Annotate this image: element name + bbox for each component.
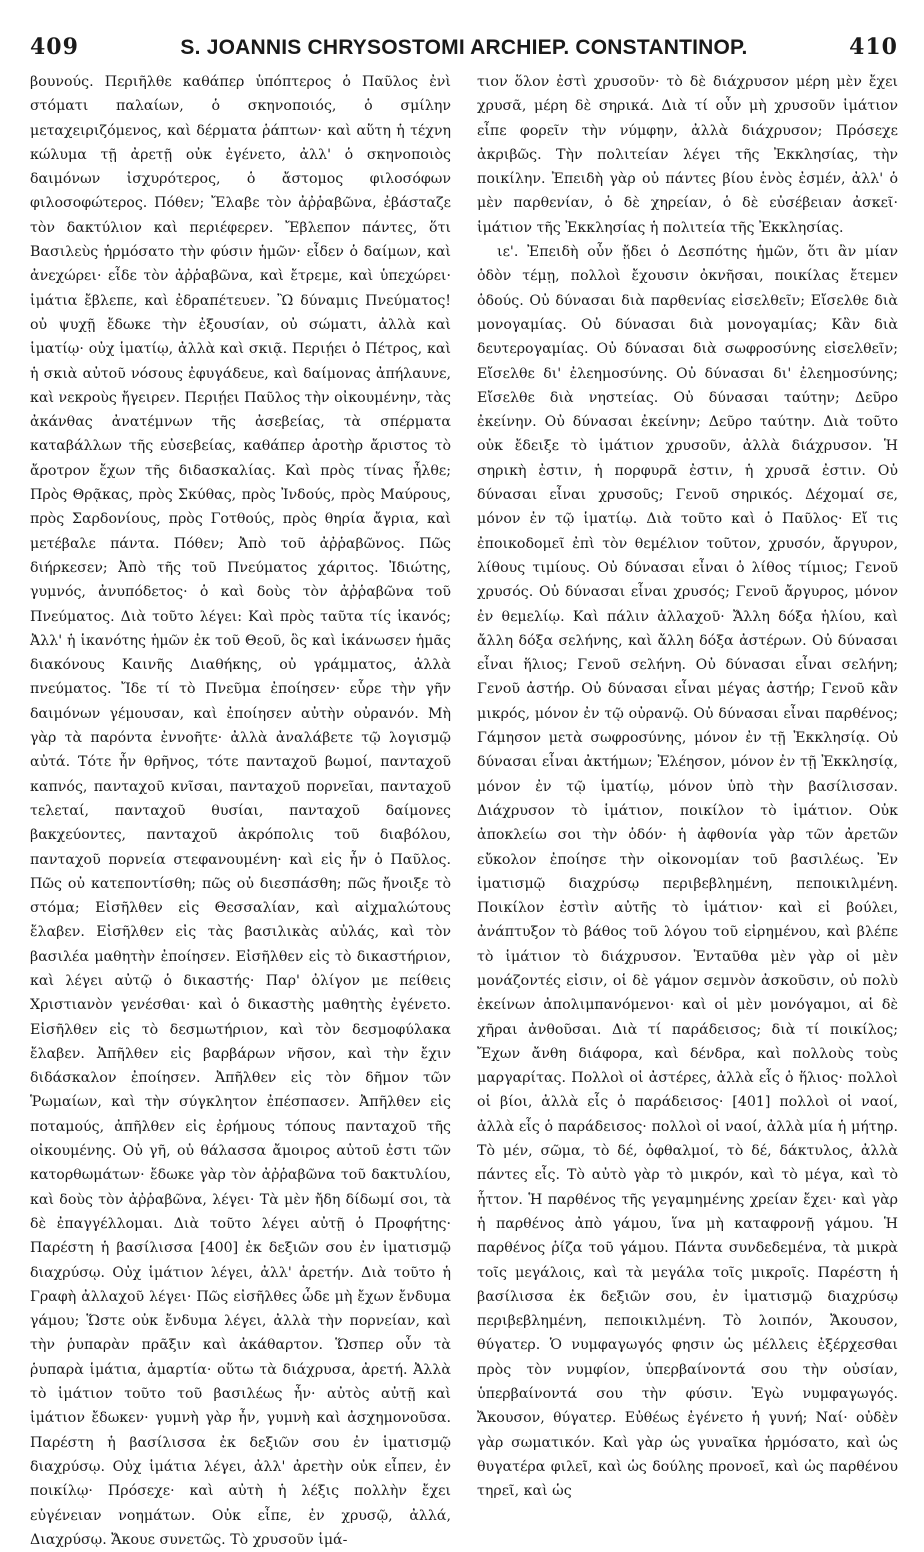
right-column — [477, 70, 898, 1520]
paragraph: βουνούς. Περιῆλθε καθάπερ ὑπόπτερος ὁ Παῦλος ἐνὶ στόματι παλαίων, ὁ σκηνοποιός, ὁ σμίλην μεταχειριζόμενος, καὶ δέρματα ῥάπτων· καὶ αὕτη ἡ τέχνη κώλυμα τῇ ἀρετῇ οὐκ ἐγένετο, ἀλλ' ὁ σκηνοποιὸς δαιμόνων ἰσχυρότερος, ὁ ἄστομος φιλοσόφων φιλοσοφώτερος. Πόθεν; Ἔλαβε τὸν ἀῤῥαβῶνα, ἐβάσταζε τὸν δακτύλιον καὶ περιέφερεν. Ἔβλεπον πάντες, ὅτι Βασιλεὺς ἡρμόσατο τὴν φύσιν ἡμῶν· εἶδεν ὁ δαίμων, καὶ ἀνεχώρει· εἶδε τὸν ἀῤῥαβῶνα, καὶ ἔτρεμε, καὶ ὑπεχώρει· ἱμάτια ἔβλεπε, καὶ ἐδραπέτευεν. Ὢ δύναμις Πνεύματος! οὐ ψυχῇ ἔδωκε τὴν ἐξουσίαν, οὐ σώματι, ἀλλὰ καὶ ἱματίῳ· οὐχ ἱματίῳ, ἀλλὰ καὶ σκιᾷ. Περιῄει ὁ Πέτρος, καὶ ἡ σκιὰ αὐτοῦ νόσους ἐφυγάδευε, καὶ δαίμονας ἀπήλαυνε, καὶ νεκροὺς ἤγειρεν. Περιῄει Παῦλος τὴν οἰκουμένην, τὰς ἀκάνθας ἀνατέμνων τῆς ἀσεβείας, τὰ σπέρματα καταβάλλων τῆς εὐσεβείας, καθάπερ ἀροτὴρ ἄριστος τὸ ἄροτρον ἔχων τῆς διδασκαλίας. Καὶ πρὸς τίνας ἦλθε; Πρὸς Θρᾷκας, πρὸς Σκύθας, πρὸς Ἰνδούς, πρὸς Μαύρους, πρὸς Σαρδονίους, πρὸς Γοτθούς, πρὸς θηρία ἄγρια, καὶ μετέβαλε πάντα. Πόθεν; Ἀπὸ τοῦ ἀῤῥαβῶνος. Πῶς διήρκεσεν; Ἀπὸ τῆς τοῦ Πνεύματος χάριτος. Ἰδιώτης, γυμνός, ἀνυπόδετος· ὁ καὶ δοὺς τὸν ἀῤῥαβῶνα τοῦ Πνεύματος. Διὰ τοῦτο λέγει: Καὶ πρὸς ταῦτα τίς ἱκανός; Ἀλλ' ἡ ἱκανότης ἡμῶν ἐκ τοῦ Θεοῦ, ὃς καὶ ἱκάνωσεν ἡμᾶς διακόνους Καινῆς Διαθήκης, οὐ γράμματος, ἀλλὰ πνεύματος. Ἴδε τί τὸ Πνεῦμα ἐποίησεν· εὗρε τὴν γῆν δαιμόνων γέμουσαν, καὶ ἐποίησεν αὐτὴν οὐρανόν. Μὴ γὰρ τὰ παρόντα ἐννοῆτε· ἀλλὰ ἀναλάβετε τῷ λογισμῷ αὐτά. Τότε ἦν θρῆνος, τότε πανταχοῦ βωμοί, πανταχοῦ καπνός, πανταχοῦ κνῖσαι, πανταχοῦ πορνεῖαι, πανταχοῦ τελεταί, πανταχοῦ θυσίαι, πανταχοῦ δαίμονες βακχεύοντες, πανταχοῦ ἀκρόπολις τοῦ διαβόλου, πανταχοῦ πορνεία στεφανουμένη· καὶ εἰς ἦν ὁ Παῦλος. Πῶς οὐ κατεποντίσθη; πῶς οὐ διεσπάσθη; πῶς ἤνοιξε τὸ στόμα; Εἰσῆλθεν εἰς Θεσσαλίαν, καὶ αἰχμαλώτους ἔλαβεν. Εἰσῆλθεν εἰς τὰς βασιλικὰς αὐλάς, καὶ τὸν βασιλέα μαθητὴν ἐποίησεν. Εἰσῆλθεν εἰς τὸ δικαστήριον, καὶ λέγει αὐτῷ ὁ δικαστής· Παρ' ὀλίγον με πείθεις Χριστιανὸν γενέσθαι· καὶ ὁ δικαστὴς μαθητὴς ἐγένετο. Εἰσῆλθεν εἰς τὸ δεσμωτήριον, καὶ τὸν δεσμοφύλακα ἔλαβεν. Ἀπῆλθεν εἰς βαρβάρων νῆσον, καὶ τὴν ἔχιν διδάσκαλον ἐποίησεν. Ἀπῆλθεν εἰς τὸν δῆμον τῶν Ῥωμαίων, καὶ τὴν σύγκλητον ἐπέσπασεν. Ἀπῆλθεν εἰς ποταμούς, ἀπῆλθεν εἰς ἐρήμους τόπους πανταχοῦ τῆς οἰκουμένης. Οὐ γῆ, οὐ θάλασσα ἄμοιρος αὐτοῦ ἐστι τῶν κατορθωμάτων· ἔδωκε γὰρ τὸν ἀῤῥαβῶνα τοῦ δακτυλίου, καὶ δοὺς τὸν ἀῤῥαβῶνα, λέγει· Τὰ μὲν ἤδη δίδωμί σοι, τὰ δὲ ἐπαγγέλλομαι. Διὰ τοῦτο λέγει αὐτῇ ὁ Προφήτης· Παρέστη ἡ βασίλισσα [400] ἐκ δεξιῶν σου ἐν ἱματισμῷ διαχρύσῳ. Οὐχ ἱμάτιον λέγει, ἀλλ' ἀρετήν. Διὰ τοῦτο ἡ Γραφὴ ἀλλαχοῦ λέγει· Πῶς εἰσῆλθες ὧδε μὴ ἔχων ἔνδυμα γάμου; Ὥστε οὐκ ἔνδυμα λέγει, ἀλλὰ τὴν πορνείαν, καὶ τὴν ῥυπαρὰν πρᾶξιν καὶ ἀκάθαρτον. Ὥσπερ οὖν τὰ ῥυπαρὰ ἱμάτια, ἁμαρτία· οὕτω τὰ διάχρυσα, ἀρετή. Ἀλλὰ τὸ ἱμάτιον τοῦτο τοῦ βασιλέως ἦν· αὐτὸς αὐτῇ καὶ ἱμάτιον ἔδωκεν· γυμνὴ γὰρ ἦν, γυμνὴ καὶ ἀσχημονοῦσα. Παρέστη ἡ βασίλισσα ἐκ δεξιῶν σου ἐν ἱματισμῷ διαχρύσῳ. Οὐχ ἱμάτια λέγει, ἀλλ' ἀρετὴν οὐκ εἶπεν, ἐν ποικίλῳ· Πρόσεχε· καὶ αὐτὴ ἡ λέξις πολλὴν ἔχει εὐγένειαν νοημάτων. Οὐκ εἶπε, ἐν χρυσῷ, ἀλλά, Διαχρύσῳ. Ἄκουε συνετῶς. Τὸ χρυσοῦν ἱμά- — [30, 74, 452, 1548]
page-number-right: 410 — [849, 34, 898, 60]
running-title: S. JOANNIS CHRYSOSTOMI ARCHIEP. CONSTANTINOP. — [180, 36, 748, 59]
text-columns — [30, 70, 898, 1548]
paragraph: τιον ὅλον ἐστὶ χρυσοῦν· τὸ δὲ διάχρυσον μέρη μὲν ἔχει χρυσᾶ, μέρη δὲ σηρικά. Διὰ τί οὖν μὴ χρυσοῦν ἱμάτιον εἶπε φορεῖν τὴν νύμφην, ἀλλὰ διάχρυσον; Πρόσεχε ἀκριβῶς. Τὴν πολιτείαν λέγει τῆς Ἐκκλησίας, τὴν ποικίλην. Ἐπειδὴ γὰρ οὐ πάντες βίου ἑνὸς ἐσμέν, ἀλλ' ὁ μὲν παρθενίαν, ὁ δὲ χηρείαν, ὁ δὲ εὐσέβειαν ἀσκεῖ· ἱμάτιον τῆς Ἐκκλησίας ἡ πολιτεία τῆς Ἐκκλησίας. — [477, 74, 898, 236]
page-header — [30, 34, 898, 62]
left-column — [30, 70, 452, 1548]
page-number-left: 409 — [30, 34, 79, 60]
paragraph: ιε'. Ἐπειδὴ οὖν ᾔδει ὁ Δεσπότης ἡμῶν, ὅτι ἂν μίαν ὁδὸν τέμῃ, πολλοὶ ἔχουσιν ὀκνῆσαι, ποικίλας ἔτεμεν ὁδούς. Οὐ δύνασαι διὰ παρθενίας εἰσελθεῖν; Εἴσελθε διὰ μονογαμίας. Οὐ δύνασαι διὰ μονογαμίας; Κἂν διὰ δευτερογαμίας. Οὐ δύνασαι διὰ σωφροσύνης εἰσελθεῖν; Εἴσελθε δι' ἐλεημοσύνης. Οὐ δύνασαι δι' ἐλεημοσύνης; Εἴσελθε διὰ νηστείας. Οὐ δύνασαι ταύτην; Δεῦρο ἐκείνην. Οὐ δύνασαι ἐκείνην; Δεῦρο ταύτην. Διὰ τοῦτο οὐκ ἔδειξε τὸ ἱμάτιον χρυσοῦν, ἀλλὰ διάχρυσον. Ἡ σηρικὴ ἐστιν, ἡ πορφυρᾶ ἐστιν, ἡ χρυσᾶ ἐστιν. Οὐ δύνασαι εἶναι χρυσοῦς; Γενοῦ σηρικός. Δέχομαί σε, μόνον ἐν τῷ ἱματίῳ. Διὰ τοῦτο καὶ ὁ Παῦλος· Εἴ τις ἐποικοδομεῖ ἐπὶ τὸν θεμέλιον τοῦτον, χρυσόν, ἄργυρον, λίθους τιμίους. Οὐ δύνασαι εἶναι ὁ λίθος τίμιος; Γενοῦ χρυσός. Οὐ δύνασαι εἶναι χρυσός; Γενοῦ ἄργυρος, μόνον ἐν θεμελίῳ. Καὶ πάλιν ἀλλαχοῦ· Ἄλλη δόξα ἡλίου, καὶ ἄλλη δόξα σελήνης, καὶ ἄλλη δόξα ἀστέρων. Οὐ δύνασαι εἶναι ἥλιος; Γενοῦ σελήνη. Οὐ δύνασαι εἶναι σελήνη; Γενοῦ ἀστήρ. Οὐ δύνασαι εἶναι μέγας ἀστήρ; Γενοῦ κἂν μικρός, μόνον ἐν τῷ οὐρανῷ. Οὐ δύνασαι εἶναι παρθένος; Γάμησον μετὰ σωφροσύνης, μόνον ἐν τῇ Ἐκκλησίᾳ. Οὐ δύνασαι εἶναι ἀκτήμων; Ἐλέησον, μόνον ἐν τῇ Ἐκκλησίᾳ, μόνον ἐν τῷ ἱματίῳ, μόνον ὑπὸ τὴν βασίλισσαν. Διάχρυσον τὸ ἱμάτιον, ποικίλον τὸ ἱμάτιον. Οὐκ ἀποκλείω σοι τὴν ὁδόν· ἡ ἀφθονία γὰρ τῶν ἀρετῶν εὔκολον ἐποίησε τὴν οἰκονομίαν τοῦ βασιλέως. Ἐν ἱματισμῷ διαχρύσῳ περιβεβλημένη, πεποικιλμένη. Ποικίλον ἐστὶν αὐτῆς τὸ ἱμάτιον· καὶ εἰ βούλει, ἀνάπτυξον τὸ βάθος τοῦ λόγου τοῦ εἰρημένου, καὶ βλέπε τὸ ἱμάτιον τὸ διάχρυσον. Ἐνταῦθα μὲν γὰρ οἱ μὲν μονάζοντές εἰσιν, οἱ δὲ γάμον σεμνὸν ἀσκοῦσιν, οὐ πολὺ ἐκείνων ἀπολιμπανόμενοι· καὶ οἱ μὲν μονόγαμοι, αἱ δὲ χῆραι ἀνθοῦσαι. Διὰ τί παράδεισος; διὰ τί ποικίλος; Ἔχων ἄνθη διάφορα, καὶ δένδρα, καὶ πολλοὺς τοὺς μαργαρίτας. Πολλοὶ οἱ ἀστέρες, ἀλλὰ εἷς ὁ ἥλιος· πολλοὶ οἱ βίοι, ἀλλὰ εἷς ὁ παράδεισος· [401] πολλοὶ οἱ ναοί, ἀλλὰ εἷς ὁ παράδεισος· πολλοὶ οἱ ναοί, ἀλλὰ μία ἡ μήτηρ. Τὸ μέν, σῶμα, τὸ δέ, ὀφθαλμοί, τὸ δέ, δάκτυλος, ἀλλὰ πάντες εἷς. Τὸ αὐτὸ γὰρ τὸ μικρόν, καὶ τὸ μέγα, καὶ τὸ ἧττον. Ἡ παρθένος τῆς γεγαμημένης χρείαν ἔχει· καὶ γὰρ ἡ παρθένος ἀπὸ γάμου, ἵνα μὴ καταφρονῇ γάμου. Ἡ παρθένος ῥίζα τοῦ γάμου. Πάντα συνδεδεμένα, τὰ μικρὰ τοῖς μεγάλοις, καὶ τὰ μεγάλα τοῖς μικροῖς. Παρέστη ἡ βασίλισσα ἐκ δεξιῶν σου, ἐν ἱματισμῷ διαχρύσῳ περιβεβλημένη, πεποικιλμένη. Τὸ λοιπόν, Ἄκουσον, θύγατερ. Ὁ νυμφαγωγός φησιν ὡς μέλλεις ἐξέρχεσθαι πρὸς τὸν νυμφίον, ὑπερβαίνοντά σου τὴν οὐσίαν, ὑπερβαίνοντά σου τὴν φύσιν. Ἐγὼ νυμφαγωγός. Ἄκουσον, θύγατερ. Εὐθέως ἐγένετο ἡ γυνή; Ναί· οὐδὲν γὰρ σωματικόν. Καὶ γὰρ ὡς γυναῖκα ἡρμόσατο, καὶ ὡς θυγατέρα φιλεῖ, καὶ ὡς δούλης προνοεῖ, καὶ ὡς παρθένου τηρεῖ, καὶ ὡς — [477, 244, 898, 1500]
